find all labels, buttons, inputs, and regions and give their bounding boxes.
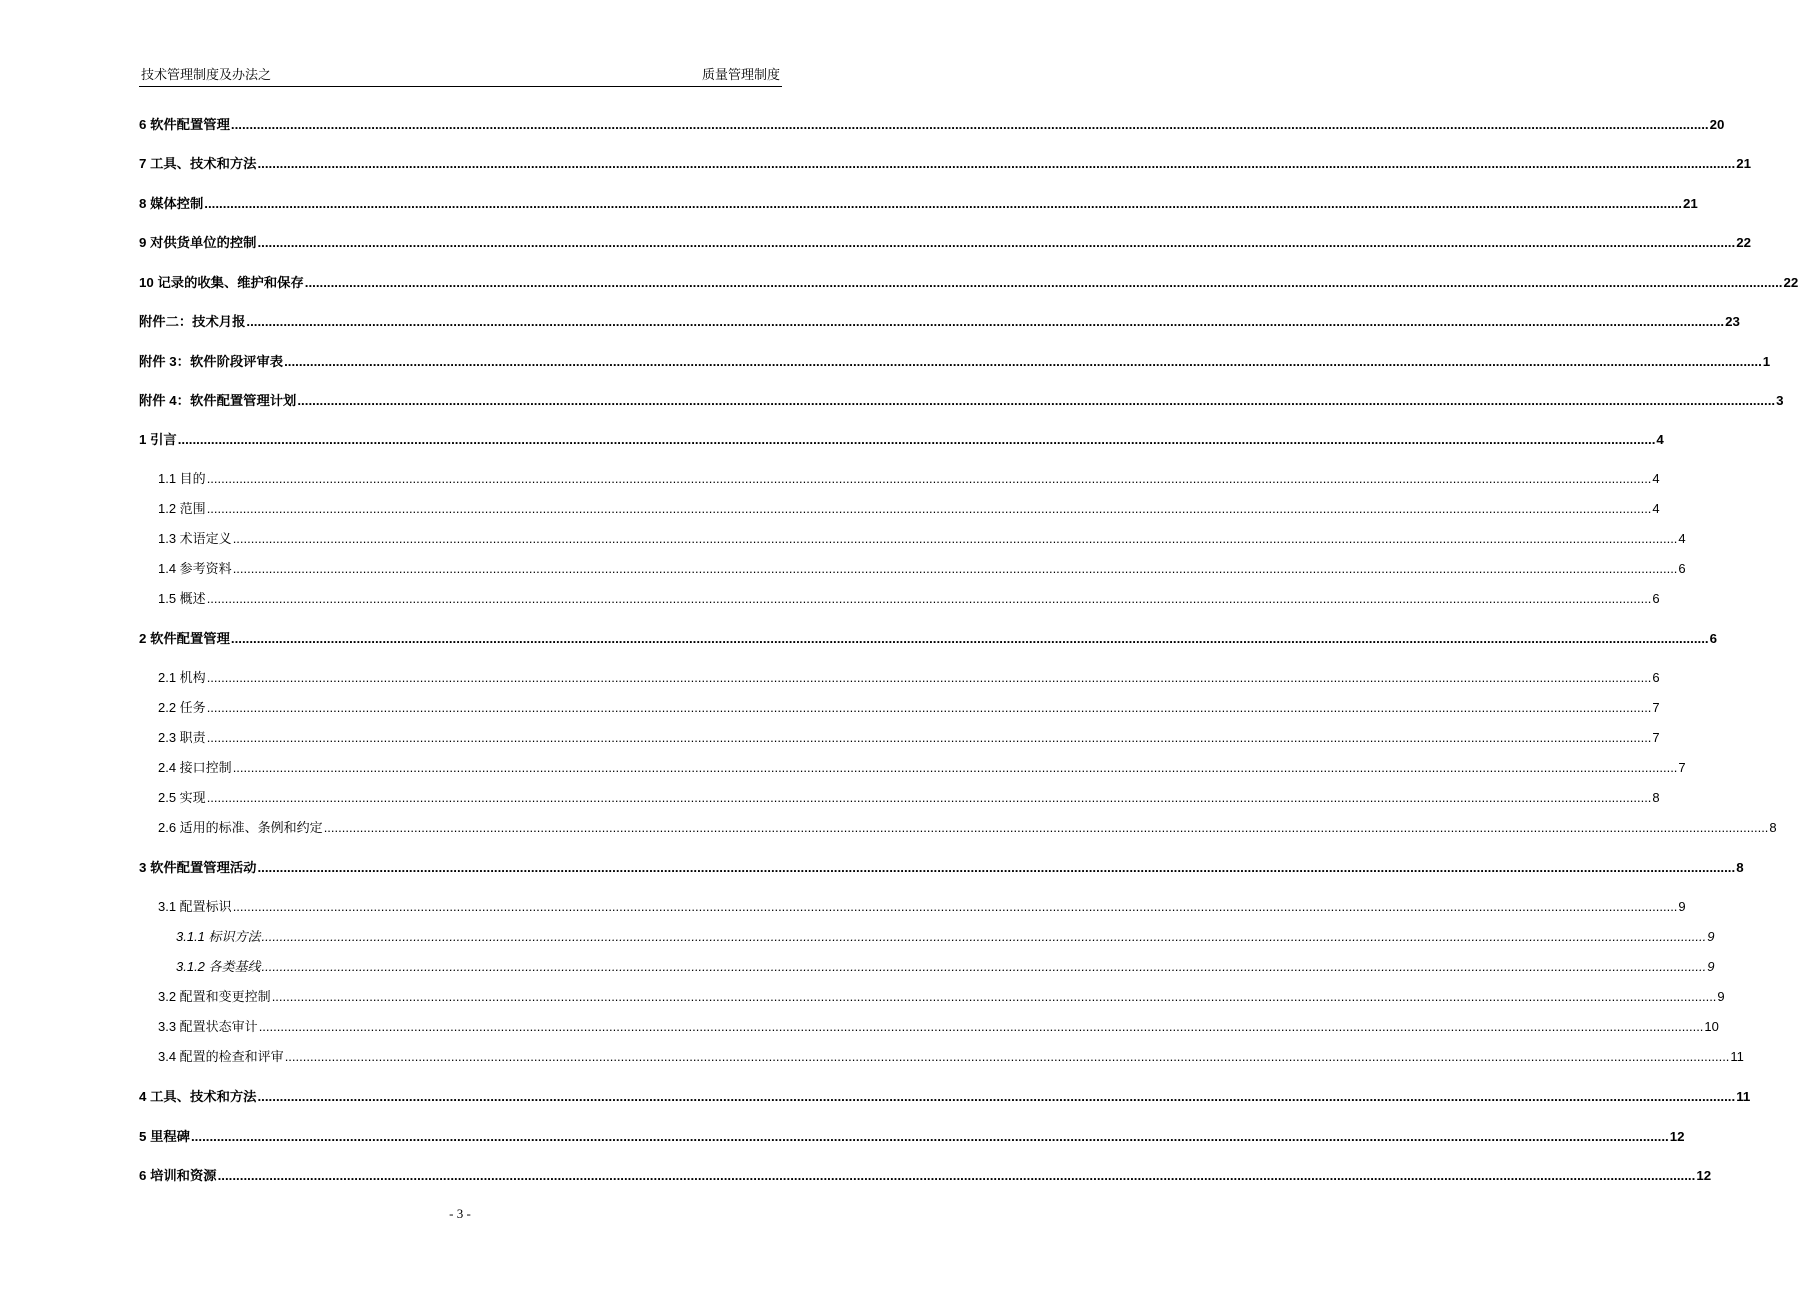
toc-entry[interactable] bbox=[139, 311, 1740, 330]
toc-leader-dots: ................................................................................................................................................................................................................................................................................................................................................................................................................ bbox=[232, 561, 1678, 576]
toc-entry-title: 1.5 概述 bbox=[158, 591, 206, 606]
toc-entry-title: 2.6 适用的标准、条例和约定 bbox=[158, 820, 323, 835]
toc-leader-dots: ................................................................................................................................................................................................................................................................................................................................................................................................................ bbox=[257, 1089, 1736, 1104]
toc-leader-dots: ................................................................................................................................................................................................................................................................................................................................................................................................................ bbox=[177, 432, 1656, 447]
toc-entry-page: 6 bbox=[1652, 591, 1660, 606]
toc-leader-dots: ................................................................................................................................................................................................................................................................................................................................................................................................................ bbox=[206, 591, 1652, 606]
header-right-title: 质量管理制度 bbox=[701, 68, 780, 83]
toc-entry[interactable] bbox=[139, 667, 1660, 686]
toc-entry-title: 6 软件配置管理 bbox=[139, 117, 230, 132]
toc-entry[interactable] bbox=[139, 351, 1771, 370]
toc-entry[interactable] bbox=[139, 757, 1686, 776]
toc-entry[interactable] bbox=[139, 817, 1777, 836]
toc-entry-title: 1 引言 bbox=[139, 432, 177, 447]
toc-leader-dots: ................................................................................................................................................................................................................................................................................................................................................................................................................ bbox=[261, 959, 1707, 974]
toc-entry-title: 3.1.2 各类基线 bbox=[176, 959, 261, 974]
toc-entry-page: 22 bbox=[1736, 235, 1751, 250]
toc-leader-dots: ................................................................................................................................................................................................................................................................................................................................................................................................................ bbox=[284, 1049, 1730, 1064]
toc-entry-title: 1.3 术语定义 bbox=[158, 531, 232, 546]
toc-entry-page: 4 bbox=[1678, 531, 1686, 546]
toc-entry-page: 6 bbox=[1709, 631, 1718, 646]
toc-entry-page: 6 bbox=[1652, 670, 1660, 685]
toc-entry-page: 7 bbox=[1678, 760, 1686, 775]
toc-entry-page: 23 bbox=[1725, 314, 1740, 329]
toc-leader-dots: ................................................................................................................................................................................................................................................................................................................................................................................................................ bbox=[257, 860, 1736, 875]
toc-entry[interactable] bbox=[139, 1046, 1744, 1065]
toc-entry-page: 6 bbox=[1678, 561, 1686, 576]
toc-entry-page: 4 bbox=[1656, 432, 1664, 447]
toc-entry-title: 附件 4：软件配置管理计划 bbox=[139, 393, 297, 408]
toc-entry[interactable] bbox=[139, 956, 1715, 975]
toc-entry-page: 7 bbox=[1652, 730, 1660, 745]
toc-entry-title: 4 工具、技术和方法 bbox=[139, 1089, 257, 1104]
toc-entry[interactable] bbox=[139, 114, 1725, 133]
toc-entry-page: 8 bbox=[1769, 820, 1777, 835]
toc-entry-title: 2.4 接口控制 bbox=[158, 760, 232, 775]
toc-entry[interactable] bbox=[139, 727, 1660, 746]
toc-entry-page: 1 bbox=[1762, 354, 1771, 369]
toc-entry[interactable] bbox=[139, 1016, 1719, 1035]
toc-entry-title: 8 媒体控制 bbox=[139, 196, 204, 211]
toc-entry[interactable] bbox=[139, 528, 1686, 547]
toc-leader-dots: ................................................................................................................................................................................................................................................................................................................................................................................................................ bbox=[232, 899, 1678, 914]
toc-entry-title: 2.1 机构 bbox=[158, 670, 206, 685]
toc-leader-dots: ................................................................................................................................................................................................................................................................................................................................................................................................................ bbox=[232, 531, 1678, 546]
toc-entry-title: 7 工具、技术和方法 bbox=[139, 156, 257, 171]
toc-leader-dots: ................................................................................................................................................................................................................................................................................................................................................................................................................ bbox=[206, 670, 1652, 685]
toc-entry-page: 3 bbox=[1776, 393, 1784, 408]
toc-entry[interactable] bbox=[139, 468, 1660, 487]
toc-entry[interactable] bbox=[139, 986, 1725, 1005]
toc-entry-title: 5 里程碑 bbox=[139, 1129, 190, 1144]
table-of-contents bbox=[139, 0, 1798, 1200]
toc-entry[interactable] bbox=[139, 498, 1660, 517]
toc-entry[interactable] bbox=[139, 896, 1686, 915]
toc-entry-page: 11 bbox=[1730, 1049, 1744, 1064]
toc-entry-title: 6 培训和资源 bbox=[139, 1168, 217, 1183]
toc-entry-title: 3.1.1 标识方法 bbox=[176, 929, 261, 944]
toc-entry[interactable] bbox=[139, 153, 1751, 172]
toc-leader-dots: ................................................................................................................................................................................................................................................................................................................................................................................................................ bbox=[257, 156, 1736, 171]
toc-entry-title: 3.3 配置状态审计 bbox=[158, 1019, 258, 1034]
toc-entry[interactable] bbox=[139, 232, 1751, 251]
toc-leader-dots: ................................................................................................................................................................................................................................................................................................................................................................................................................ bbox=[190, 1129, 1669, 1144]
toc-entry[interactable] bbox=[139, 558, 1686, 577]
toc-entry-page: 20 bbox=[1709, 117, 1725, 132]
toc-entry[interactable] bbox=[139, 193, 1698, 212]
toc-leader-dots: ................................................................................................................................................................................................................................................................................................................................................................................................................ bbox=[206, 730, 1652, 745]
toc-leader-dots: ................................................................................................................................................................................................................................................................................................................................................................................................................ bbox=[284, 354, 1762, 369]
toc-entry-page: 12 bbox=[1669, 1129, 1685, 1144]
toc-entry[interactable] bbox=[139, 1126, 1685, 1145]
toc-leader-dots: ................................................................................................................................................................................................................................................................................................................................................................................................................ bbox=[217, 1168, 1696, 1183]
toc-entry-page: 9 bbox=[1707, 929, 1715, 944]
toc-entry-page: 4 bbox=[1652, 501, 1660, 516]
toc-entry[interactable] bbox=[139, 926, 1715, 945]
toc-entry-page: 22 bbox=[1783, 275, 1798, 290]
toc-entry[interactable] bbox=[139, 1165, 1712, 1184]
toc-leader-dots: ................................................................................................................................................................................................................................................................................................................................................................................................................ bbox=[257, 235, 1736, 250]
toc-leader-dots: ................................................................................................................................................................................................................................................................................................................................................................................................................ bbox=[204, 196, 1683, 211]
header-left-title: 技术管理制度及办法之 bbox=[141, 68, 272, 83]
toc-leader-dots: ................................................................................................................................................................................................................................................................................................................................................................................................................ bbox=[258, 1019, 1704, 1034]
toc-entry-title: 3.4 配置的检查和评审 bbox=[158, 1049, 284, 1064]
toc-entry-title: 1.2 范围 bbox=[158, 501, 206, 516]
toc-entry-title: 10 记录的收集、维护和保存 bbox=[139, 275, 304, 290]
toc-entry-title: 2.5 实现 bbox=[158, 790, 206, 805]
toc-entry-page: 8 bbox=[1736, 860, 1744, 875]
toc-leader-dots: ................................................................................................................................................................................................................................................................................................................................................................................................................ bbox=[206, 790, 1652, 805]
toc-leader-dots: ................................................................................................................................................................................................................................................................................................................................................................................................................ bbox=[246, 314, 1725, 329]
toc-leader-dots: ................................................................................................................................................................................................................................................................................................................................................................................................................ bbox=[230, 117, 1709, 132]
toc-entry[interactable] bbox=[139, 787, 1660, 806]
toc-entry-title: 2.3 职责 bbox=[158, 730, 206, 745]
toc-entry[interactable] bbox=[139, 390, 1784, 409]
toc-entry-page: 11 bbox=[1736, 1089, 1751, 1104]
toc-entry-page: 9 bbox=[1678, 899, 1686, 914]
toc-entry-page: 21 bbox=[1736, 156, 1751, 171]
toc-entry[interactable] bbox=[139, 628, 1718, 647]
toc-leader-dots: ................................................................................................................................................................................................................................................................................................................................................................................................................ bbox=[206, 471, 1652, 486]
toc-entry-title: 3.2 配置和变更控制 bbox=[158, 989, 271, 1004]
toc-entry[interactable] bbox=[139, 429, 1664, 448]
toc-entry[interactable] bbox=[139, 272, 1798, 291]
toc-entry-title: 附件二：技术月报 bbox=[139, 314, 246, 329]
toc-leader-dots: ................................................................................................................................................................................................................................................................................................................................................................................................................ bbox=[304, 275, 1783, 290]
toc-leader-dots: ................................................................................................................................................................................................................................................................................................................................................................................................................ bbox=[323, 820, 1769, 835]
toc-entry[interactable] bbox=[139, 588, 1660, 607]
toc-entry-page: 12 bbox=[1696, 1168, 1712, 1183]
toc-entry-title: 2 软件配置管理 bbox=[139, 631, 230, 646]
toc-entry[interactable] bbox=[139, 697, 1660, 716]
toc-entry-title: 2.2 任务 bbox=[158, 700, 206, 715]
toc-leader-dots: ................................................................................................................................................................................................................................................................................................................................................................................................................ bbox=[297, 393, 1776, 408]
toc-entry-title: 3 软件配置管理活动 bbox=[139, 860, 257, 875]
toc-leader-dots: ................................................................................................................................................................................................................................................................................................................................................................................................................ bbox=[206, 501, 1652, 516]
toc-entry-page: 9 bbox=[1707, 959, 1715, 974]
toc-entry-title: 3.1 配置标识 bbox=[158, 899, 232, 914]
toc-entry[interactable] bbox=[139, 1086, 1751, 1105]
toc-leader-dots: ................................................................................................................................................................................................................................................................................................................................................................................................................ bbox=[232, 760, 1678, 775]
toc-entry[interactable] bbox=[139, 857, 1744, 876]
toc-entry-page: 4 bbox=[1652, 471, 1660, 486]
toc-leader-dots: ................................................................................................................................................................................................................................................................................................................................................................................................................ bbox=[206, 700, 1652, 715]
toc-leader-dots: ................................................................................................................................................................................................................................................................................................................................................................................................................ bbox=[230, 631, 1709, 646]
toc-entry-page: 8 bbox=[1652, 790, 1660, 805]
toc-entry-page: 7 bbox=[1652, 700, 1660, 715]
toc-entry-page: 21 bbox=[1683, 196, 1698, 211]
toc-entry-title: 1.1 目的 bbox=[158, 471, 206, 486]
toc-entry-title: 9 对供货单位的控制 bbox=[139, 235, 257, 250]
toc-leader-dots: ................................................................................................................................................................................................................................................................................................................................................................................................................ bbox=[271, 989, 1717, 1004]
toc-entry-page: 10 bbox=[1704, 1019, 1719, 1034]
toc-entry-title: 附件 3：软件阶段评审表 bbox=[139, 354, 284, 369]
toc-leader-dots: ................................................................................................................................................................................................................................................................................................................................................................................................................ bbox=[261, 929, 1707, 944]
toc-entry-page: 9 bbox=[1717, 989, 1725, 1004]
page-number: - 3 - bbox=[449, 1206, 471, 1221]
toc-entry-title: 1.4 参考资料 bbox=[158, 561, 232, 576]
